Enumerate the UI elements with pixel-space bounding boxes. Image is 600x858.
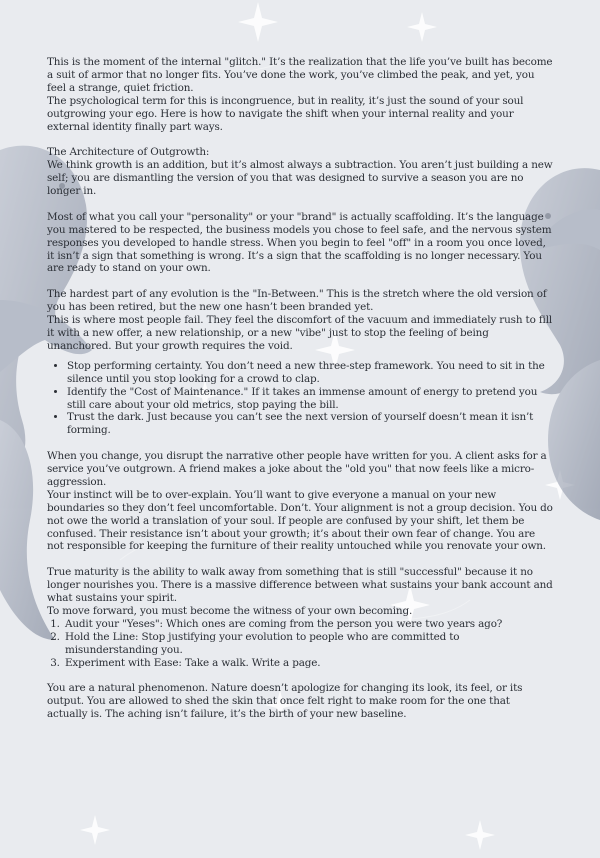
paragraph: This is where most people fail. They feel the discomfort of the vacuum and immediately rush to fill it with a new offer, a new relationship, or a new "vibe" just to stop the feeling of being unanchored. But your growth requires the void. <box>47 314 553 352</box>
paragraph: The hardest part of any evolution is the "In-Between." This is the stretch where the old version of you has been retired, but the new one hasn’t been branded yet. <box>47 288 547 314</box>
paragraph: To move forward, you must become the witness of your own becoming. <box>47 604 413 617</box>
section-heading: The Architecture of Outgrowth: <box>47 146 210 159</box>
list-item: • Identify the "Cost of Maintenance." If it takes an immense amount of energy to pretend you still care about your old metrics, stop paying the bill. <box>67 386 553 412</box>
list-item: 2. Hold the Line: Stop justifying your evolution to people who are committed to misunderstanding you. <box>63 631 553 657</box>
paragraph: True maturity is the ability to walk away from something that is still "successful" because it no longer nourishes you. There is a massive difference between what sustains your bank account and what sustains your spirit. <box>47 566 553 605</box>
numbered-list <box>47 618 553 670</box>
paragraph: We think growth is an addition, but it’s almost always a subtraction. You aren’t just building a new self; you are dismantling the version of you that was designed to survive a season you are no longer in. <box>47 159 553 198</box>
bullet-list <box>47 360 553 437</box>
intro-paragraph-2: The psychological term for this is incongruence, but in reality, it’s just the sound of your soul outgrowing your ego. Here is how to navigate the shift when your internal reality and your external identity finally part ways. <box>47 94 524 133</box>
intro-paragraph-1: This is the moment of the internal "glitch." It’s the realization that the life you’ve built has become a suit of armor that no longer fits. You’ve done the work, you’ve climbed the peak, and yet, you feel a strange, quiet friction. <box>47 56 553 94</box>
paragraph: Your instinct will be to over-explain. You’ll want to give everyone a manual on your new boundaries so they don’t feel uncomfortable. Don’t. Your alignment is not a group decision. You do not owe the world a translation of your soul. If people are confused by your shift, let them be confused. Their resistance isn’t about your growth; it’s about their own fear of change. You are not responsible for keeping the furniture of their reality untouched while you renovate your own. <box>47 488 553 553</box>
article-body <box>47 56 553 721</box>
paragraph: Most of what you call your "personality" or your "brand" is actually scaffolding. It’s the language you mastered to be respected, the business models you chose to feel safe, and the nervous system responses you developed to handle stress. When you begin to feel "off" in a room you once loved, it isn’t a sign that something is wrong. It’s a sign that the scaffolding is no longer necessary. You are ready to stand on your own. <box>47 210 552 275</box>
list-item: • Stop performing certainty. You don’t need a new three-step framework. You need to sit in the silence until you stop looking for a crowd to clap. <box>67 360 553 386</box>
paragraph: When you change, you disrupt the narrative other people have written for you. A client asks for a service you’ve outgrown. A friend makes a joke about the "old you" that now feels like a micro-aggression. <box>47 450 547 488</box>
closing-paragraph: You are a natural phenomenon. Nature doesn’t apologize for changing its look, its feel, or its output. You are allowed to shed the skin that once felt right to make room for the one that actually is. The aching isn’t failure, it’s the birth of your new baseline. <box>47 682 523 721</box>
list-item: 3. Experiment with Ease: Take a walk. Write a page. <box>63 657 553 670</box>
list-item: 1. Audit your "Yeses": Which ones are coming from the person you were two years ago? <box>63 618 553 631</box>
list-item: • Trust the dark. Just because you can’t see the next version of yourself doesn’t mean it isn’t forming. <box>67 411 553 437</box>
